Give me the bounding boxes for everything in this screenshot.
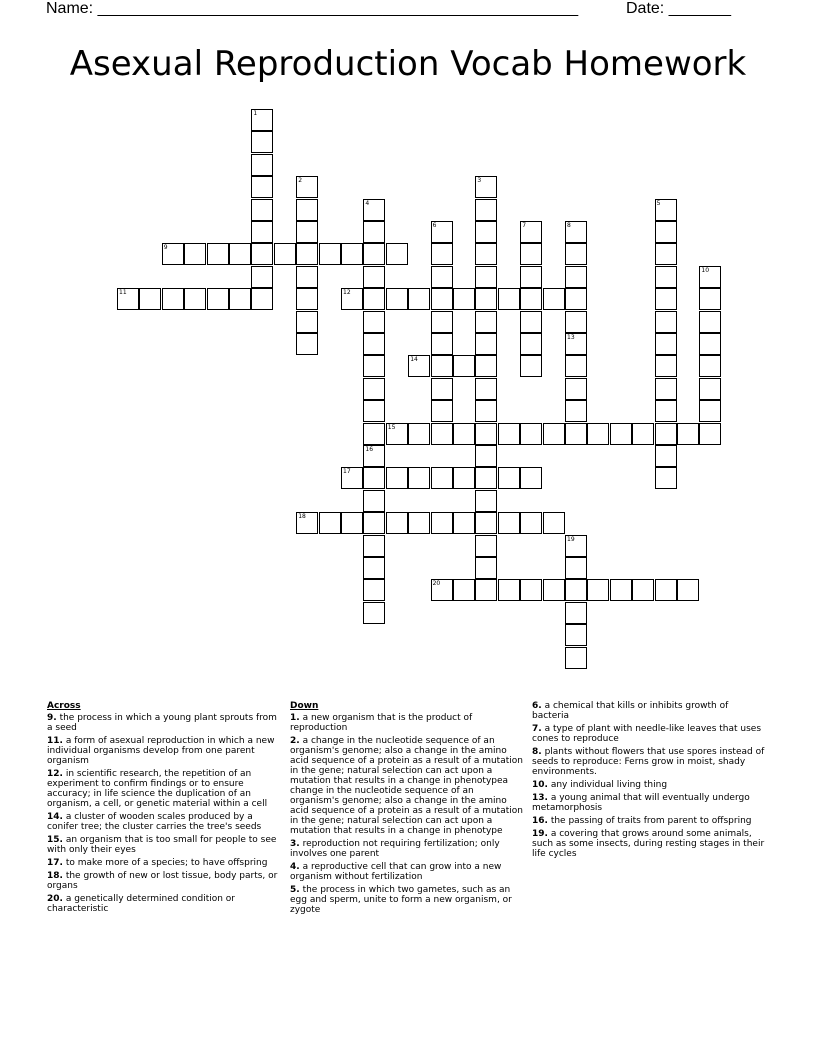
crossword-cell[interactable]: [162, 243, 184, 265]
clue-text: a genetically determined condition or characteristic: [47, 894, 235, 914]
clue-number-label: 19: [567, 535, 575, 543]
crossword-cell[interactable]: [699, 400, 721, 422]
crossword-cell[interactable]: [565, 355, 587, 377]
crossword-cell[interactable]: [520, 467, 542, 489]
crossword-cell[interactable]: [475, 467, 497, 489]
crossword-cell[interactable]: [296, 333, 318, 355]
crossword-cell[interactable]: [296, 266, 318, 288]
crossword-cell[interactable]: [341, 467, 363, 489]
crossword-cell[interactable]: [296, 221, 318, 243]
clue-number: 11.: [47, 736, 63, 746]
crossword-cell[interactable]: [431, 333, 453, 355]
crossword-cell[interactable]: [251, 131, 273, 153]
crossword-cell[interactable]: [296, 176, 318, 198]
clue-item: [47, 769, 283, 809]
down-clues: [290, 701, 524, 918]
clue-number: 12.: [47, 769, 63, 779]
clue-text: a form of asexual reproduction in which a new individual organisms develop from one parent organism: [47, 736, 275, 766]
crossword-cell[interactable]: [386, 288, 408, 310]
clue-text: a change in the nucleotide sequence of an organism's genome; also a change in the amino acid sequence of a protein as a result of a mutation in the gene; natural selection can act upon a mutation that results in a change in phenotypea change in the nucleotide sequence of an organism's genome; also a change in the amino acid sequence of a protein as a result of a mutation in the gene; natural selection can act upon a mutation that results in a change in phenotype: [290, 736, 523, 836]
down-clue-list: [290, 713, 524, 915]
crossword-cell[interactable]: [431, 378, 453, 400]
clue-item: [290, 736, 524, 836]
clue-number-label: 10: [701, 266, 710, 274]
crossword-cell[interactable]: [565, 602, 587, 624]
across-clue-list: [47, 713, 283, 914]
crossword-cell[interactable]: [475, 535, 497, 557]
crossword-cell[interactable]: [386, 243, 408, 265]
crossword-cell[interactable]: [520, 423, 542, 445]
clue-text: reproduction not requiring fertilization; only involves one parent: [290, 839, 500, 859]
crossword-cell[interactable]: [453, 423, 475, 445]
crossword-cell[interactable]: [543, 512, 565, 534]
clue-text: plants without flowers that use spores instead of seeds to reproduce: Ferns grow in moist, shady environments.: [532, 747, 765, 777]
clue-number-label: 7: [522, 222, 527, 229]
crossword-cell[interactable]: [251, 266, 273, 288]
crossword-cell[interactable]: [363, 355, 385, 377]
clue-number-label: 9: [163, 244, 168, 252]
crossword-cell[interactable]: [363, 288, 385, 310]
crossword-cell[interactable]: [565, 266, 587, 288]
crossword-cell[interactable]: [363, 311, 385, 333]
crossword-cell[interactable]: [655, 311, 677, 333]
clue-text: any individual living thing: [550, 780, 668, 790]
crossword-cell[interactable]: [408, 288, 430, 310]
crossword-cell[interactable]: [587, 579, 609, 601]
clue-item: [290, 885, 524, 915]
clue-item: [47, 713, 283, 733]
crossword-cell[interactable]: [498, 423, 520, 445]
crossword-cell[interactable]: [363, 221, 385, 243]
clue-text: the growth of new or lost tissue, body parts, or organs: [47, 871, 278, 891]
crossword-cell[interactable]: [431, 400, 453, 422]
crossword-cell[interactable]: [655, 221, 677, 243]
crossword-cell[interactable]: [319, 512, 341, 534]
crossword-cell[interactable]: [610, 579, 632, 601]
clue-number: 8.: [532, 747, 542, 757]
clue-text: in scientific research, the repetition of an experiment to confirm findings or to ensure accuracy; in life science the duplication of an organism, a cell, or genetic material within a cell: [47, 769, 268, 809]
clue-number-label: 12: [343, 289, 351, 297]
crossword-cell[interactable]: [251, 288, 273, 310]
crossword-cell[interactable]: [431, 288, 453, 310]
crossword-cell[interactable]: [520, 266, 542, 288]
crossword-cell[interactable]: [408, 423, 430, 445]
crossword-cell[interactable]: [431, 423, 453, 445]
crossword-cell[interactable]: [632, 579, 654, 601]
crossword-cell[interactable]: [475, 355, 497, 377]
clue-number-label: 5: [656, 199, 661, 207]
clue-text: the process in which a young plant sprouts from a seed: [47, 713, 277, 733]
crossword-cell[interactable]: [475, 490, 497, 512]
clue-number-label: 15: [387, 423, 396, 431]
crossword-cell[interactable]: [363, 512, 385, 534]
crossword-cell[interactable]: [431, 512, 453, 534]
crossword-cell[interactable]: [296, 288, 318, 310]
crossword-cell[interactable]: [296, 243, 318, 265]
crossword-cell[interactable]: [655, 333, 677, 355]
crossword-cell[interactable]: [655, 579, 677, 601]
crossword-cell[interactable]: [543, 423, 565, 445]
clue-text: a chemical that kills or inhibits growth of bacteria: [532, 701, 729, 721]
crossword-cell[interactable]: [408, 355, 430, 377]
clue-number-label: 20: [432, 580, 441, 588]
clue-number: 13.: [532, 793, 548, 803]
clue-text: a cluster of wooden scales produced by a conifer tree; the cluster carries the tree's seeds: [47, 812, 262, 832]
crossword-cell[interactable]: [498, 579, 520, 601]
crossword-cell[interactable]: [363, 243, 385, 265]
crossword-cell[interactable]: [453, 579, 475, 601]
crossword-cell[interactable]: [565, 288, 587, 310]
clue-number: 20.: [47, 894, 63, 904]
crossword-cell[interactable]: [699, 333, 721, 355]
crossword-cell[interactable]: [251, 199, 273, 221]
clue-item: [532, 816, 768, 826]
crossword-cell[interactable]: [431, 266, 453, 288]
clue-number-label: 13: [567, 334, 575, 341]
crossword-cell[interactable]: [699, 311, 721, 333]
clue-number: 15.: [47, 835, 63, 845]
crossword-cell[interactable]: [386, 467, 408, 489]
crossword-cell[interactable]: [453, 512, 475, 534]
crossword-cell[interactable]: [363, 579, 385, 601]
clue-item: [47, 894, 283, 914]
crossword-cell[interactable]: [475, 243, 497, 265]
crossword-cell[interactable]: [699, 288, 721, 310]
clue-item: [532, 793, 768, 813]
crossword-cell[interactable]: [475, 512, 497, 534]
crossword-cell[interactable]: [565, 243, 587, 265]
crossword-cell[interactable]: [475, 266, 497, 288]
crossword-cell[interactable]: [655, 423, 677, 445]
clue-text: a young animal that will eventually undergo metamorphosis: [532, 793, 750, 813]
crossword-cell[interactable]: [162, 288, 184, 310]
crossword-cell[interactable]: [565, 557, 587, 579]
crossword-cell[interactable]: [565, 378, 587, 400]
crossword-cell[interactable]: [274, 243, 296, 265]
crossword-cell[interactable]: [565, 647, 587, 669]
down-clue-list-continued: [532, 701, 768, 859]
crossword-cell[interactable]: [341, 288, 363, 310]
clue-number-label: 16: [365, 446, 374, 453]
clue-item: [532, 829, 768, 859]
crossword-cell[interactable]: [520, 355, 542, 377]
crossword-cell[interactable]: [520, 333, 542, 355]
crossword-cell[interactable]: [475, 557, 497, 579]
crossword-cell[interactable]: [475, 579, 497, 601]
clue-item: [47, 858, 283, 868]
crossword-cell[interactable]: [655, 288, 677, 310]
crossword-cell[interactable]: [453, 288, 475, 310]
crossword-cell[interactable]: [655, 400, 677, 422]
crossword-cell[interactable]: [632, 423, 654, 445]
crossword-cell[interactable]: [498, 512, 520, 534]
crossword-cell[interactable]: [699, 355, 721, 377]
clue-item: [47, 812, 283, 832]
crossword-cell[interactable]: [587, 423, 609, 445]
crossword-cell[interactable]: [229, 243, 251, 265]
crossword-cell[interactable]: [296, 311, 318, 333]
crossword-cell[interactable]: [655, 355, 677, 377]
crossword-cell[interactable]: [296, 199, 318, 221]
crossword-cell[interactable]: [475, 400, 497, 422]
clue-text: a reproductive cell that can grow into a new organism without fertilization: [290, 862, 502, 882]
clue-number: 17.: [47, 858, 63, 868]
clue-text: to make more of a species; to have offspring: [65, 858, 268, 868]
crossword-cell[interactable]: [565, 423, 587, 445]
crossword-cell[interactable]: [475, 333, 497, 355]
crossword-cell[interactable]: [498, 467, 520, 489]
crossword-cell[interactable]: [341, 243, 363, 265]
crossword-cell[interactable]: [319, 243, 341, 265]
crossword-cell[interactable]: [699, 378, 721, 400]
clue-item: [290, 713, 524, 733]
crossword-cell[interactable]: [655, 266, 677, 288]
clue-number-label: 2: [298, 177, 303, 185]
crossword-cell[interactable]: [363, 467, 385, 489]
worksheet-title: Asexual Reproduction Vocab Homework: [69, 44, 747, 84]
crossword-cell[interactable]: [655, 243, 677, 265]
clue-item: [47, 835, 283, 855]
clue-number-label: 6: [432, 222, 437, 229]
clue-number: 16.: [532, 816, 548, 826]
crossword-cell[interactable]: [363, 400, 385, 422]
clue-number: 9.: [47, 713, 57, 723]
crossword-cell[interactable]: [520, 512, 542, 534]
crossword-cell[interactable]: [363, 199, 385, 221]
crossword-cell[interactable]: [431, 467, 453, 489]
clue-item: [47, 736, 283, 766]
crossword-cell[interactable]: [475, 176, 497, 198]
crossword-cell[interactable]: [251, 243, 273, 265]
crossword-cell[interactable]: [431, 221, 453, 243]
crossword-cell[interactable]: [498, 288, 520, 310]
crossword-cell[interactable]: [565, 333, 587, 355]
clue-item: [532, 747, 768, 777]
crossword-cell[interactable]: [565, 535, 587, 557]
crossword-cell[interactable]: [363, 490, 385, 512]
clue-number: 4.: [290, 862, 300, 872]
crossword-cell[interactable]: [296, 512, 318, 534]
clue-text: a covering that grows around some animals, such as some insects, during resting stages in their life cycles: [532, 829, 765, 859]
crossword-cell[interactable]: [431, 243, 453, 265]
clue-number-label: 1: [253, 110, 258, 117]
clue-text: a new organism that is the product of reproduction: [290, 713, 473, 733]
crossword-cell[interactable]: [565, 400, 587, 422]
crossword-cell[interactable]: [363, 602, 385, 624]
crossword-cell[interactable]: [408, 512, 430, 534]
clue-text: an organism that is too small for people to see with only their eyes: [47, 835, 277, 855]
crossword-cell[interactable]: [565, 311, 587, 333]
crossword-cell[interactable]: [363, 333, 385, 355]
name-blank[interactable]: ______________________________________________________: [97, 0, 579, 17]
clue-number: 2.: [290, 736, 300, 746]
name-label: Name:: [46, 0, 94, 17]
crossword-cell[interactable]: [475, 288, 497, 310]
clue-number: 6.: [532, 701, 542, 711]
crossword-cell[interactable]: [363, 378, 385, 400]
clue-number-label: 14: [410, 356, 418, 364]
crossword-cell[interactable]: [363, 535, 385, 557]
clue-number-label: 3: [477, 177, 482, 185]
crossword-cell[interactable]: [431, 355, 453, 377]
crossword-cell[interactable]: [520, 579, 542, 601]
crossword-cell[interactable]: [520, 288, 542, 310]
crossword-cell[interactable]: [184, 243, 206, 265]
crossword-cell[interactable]: [229, 288, 251, 310]
crossword-cell[interactable]: [139, 288, 161, 310]
crossword-cell[interactable]: [475, 199, 497, 221]
crossword-cell[interactable]: [363, 557, 385, 579]
crossword-cell[interactable]: [520, 221, 542, 243]
crossword-cell[interactable]: [610, 423, 632, 445]
down-heading: Down: [290, 701, 319, 711]
clue-text: the passing of traits from parent to offspring: [550, 816, 752, 826]
crossword-cell[interactable]: [475, 423, 497, 445]
crossword-cell[interactable]: [453, 467, 475, 489]
clue-number: 7.: [532, 724, 542, 734]
crossword-cell[interactable]: [699, 423, 721, 445]
clue-number-label: 11: [119, 289, 127, 297]
crossword-cell[interactable]: [475, 221, 497, 243]
clue-item: [290, 839, 524, 859]
crossword-cell[interactable]: [565, 624, 587, 646]
crossword-cell[interactable]: [655, 199, 677, 221]
crossword-cell[interactable]: [431, 311, 453, 333]
crossword-cell[interactable]: [677, 423, 699, 445]
crossword-cell[interactable]: [431, 579, 453, 601]
date-blank[interactable]: _______: [668, 0, 731, 17]
crossword-cell[interactable]: [386, 423, 408, 445]
crossword-cell[interactable]: [475, 311, 497, 333]
crossword-cell[interactable]: [565, 221, 587, 243]
crossword-cell[interactable]: [184, 288, 206, 310]
clue-number-label: 4: [365, 199, 370, 207]
across-clues: [47, 701, 283, 917]
down-clues-continued: [532, 701, 768, 862]
crossword-cell[interactable]: [363, 266, 385, 288]
crossword-cell[interactable]: [363, 445, 385, 467]
clue-item: [290, 862, 524, 882]
crossword-cell[interactable]: [363, 423, 385, 445]
crossword-cell[interactable]: [117, 288, 139, 310]
crossword-cell[interactable]: [677, 579, 699, 601]
clue-number-label: 18: [298, 513, 306, 521]
crossword-cell[interactable]: [207, 288, 229, 310]
crossword-cell[interactable]: [475, 445, 497, 467]
crossword-cell[interactable]: [453, 355, 475, 377]
clue-number: 14.: [47, 812, 63, 822]
clue-number: 5.: [290, 885, 300, 895]
clue-number: 18.: [47, 871, 63, 881]
crossword-cell[interactable]: [543, 579, 565, 601]
crossword-cell[interactable]: [251, 109, 273, 131]
crossword-cell[interactable]: [408, 467, 430, 489]
clue-number: 19.: [532, 829, 548, 839]
clue-number-label: 8: [567, 222, 571, 229]
clue-item: [532, 701, 768, 721]
crossword-cell[interactable]: [475, 378, 497, 400]
clue-number: 3.: [290, 839, 300, 849]
clue-number: 1.: [290, 713, 300, 723]
crossword-cell[interactable]: [699, 266, 721, 288]
crossword-cell[interactable]: [251, 154, 273, 176]
crossword-cell[interactable]: [207, 243, 229, 265]
crossword-cell[interactable]: [520, 243, 542, 265]
crossword-cell[interactable]: [520, 311, 542, 333]
date-label: Date:: [626, 0, 665, 17]
clue-item: [532, 724, 768, 744]
clue-number: 10.: [532, 780, 548, 790]
crossword-cell[interactable]: [655, 445, 677, 467]
clue-text: a type of plant with needle-like leaves that uses cones to reproduce: [532, 724, 762, 744]
crossword-cell[interactable]: [341, 512, 363, 534]
crossword-cell[interactable]: [386, 512, 408, 534]
crossword-cell[interactable]: [655, 378, 677, 400]
clue-item: [532, 780, 768, 790]
crossword-cell[interactable]: [251, 176, 273, 198]
clue-number-label: 17: [343, 468, 351, 476]
across-heading: Across: [47, 701, 81, 711]
crossword-cell[interactable]: [565, 579, 587, 601]
clue-item: [47, 871, 283, 891]
clue-text: the process in which two gametes, such as an egg and sperm, unite to form a new organism, or zygote: [290, 885, 512, 915]
crossword-cell[interactable]: [251, 221, 273, 243]
crossword-cell[interactable]: [543, 288, 565, 310]
crossword-cell[interactable]: [655, 467, 677, 489]
